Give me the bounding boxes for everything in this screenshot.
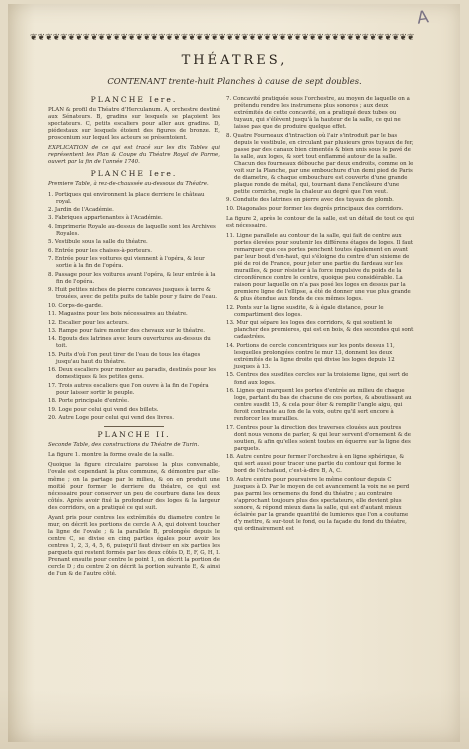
- list-item: 3. Fabriques appartenantes à l'Académie.: [48, 215, 163, 222]
- list-item: 8. Passage pour les voitures avant l'opéra, & leur entrée à la fin de l'opéra.: [48, 271, 216, 285]
- planche-1-text: PLAN & profil du Théatre d'Herculanum. A, orchestre destiné aux Sénateurs. B, gradins sur lesquels se plaçoient les spectateurs. C, petits escaliers pour aller aux gradins. D, piédestaux sur lesquels étoient des figures de bronze. E, proscenium sur lequel les acteurs se présentoient.: [48, 107, 220, 142]
- list-item: 11. Magasins pour les bois nécessaires au théatre.: [48, 311, 188, 318]
- list-item: 2. Jardin de l'Académie.: [48, 207, 114, 213]
- planche-2-paragraph: Ayant pris pour centres les extrémités du diametre contre le mur, on décrit les portions de cercle A A, qui doivent toucher la ligne de l'ovale ; & la parallele B, prolongée depuis le centre C, se divise en cinq parties égales pour avoir les centres 1, 2, 3, 4, 5, 6, puisqu'il faut diviser en six parties les parquets qui restent formés par les deux côtés D, E, F, G, H, I. Prenant ensuite pour centre le point 1, on décrit la portion de cercle D ; du centre 2 on décrit la portion suivante E, & ainsi de l'un & de l'autre côté.: [48, 514, 220, 578]
- list-item: 6. Entrée pour les chaises-à-porteurs.: [48, 247, 153, 254]
- list-item: 7. Entrée pour les voitures qui viennent à l'opéra, & leur sortie à la fin de l'opéra.: [48, 256, 205, 270]
- list-item: 4. Imprimerie Royale au-dessus de laquelle sont les Archives Royales.: [48, 223, 216, 237]
- planche-2-figure: La figure 1. montre la forme ovale de la salle.: [48, 452, 174, 459]
- list-item: 16. Deux escaliers pour monter au paradis, destinés pour les domestiques & les petites gens.: [48, 367, 217, 381]
- list-item: 19. Autre centre pour poursuivre le même contour depuis C jusques à D. Par le moyen de cet avancement la voix ne se perd pas parmi les ornemens du fond du théatre ; au contraire s'approchant toujours plus des spectateurs, elle devient plus sonore, & répond mieux dans la salle, qui est d'autant mieux éclairée par la grande quantité de lumieres que l'on a coutume d'y mettre, & sur-tout le fond, ou la façade du fond du théatre, qui ordinairement est: [226, 476, 410, 533]
- ornament-border: ❦❦❦❦❦❦❦❦❦❦❦❦❦❦❦❦❦❦❦❦❦❦❦❦❦❦❦❦❦❦❦❦❦❦❦❦❦❦❦❦❦❦❦❦❦❦❦❦❦❦❦: [30, 33, 415, 43]
- divider: [104, 426, 164, 427]
- list-item: 12. Escalier pour les acteurs.: [48, 319, 129, 326]
- list-item: 19. Loge pour celui qui vend des billets.: [48, 406, 159, 413]
- list-item: 9. Conduite des latrines en pierre avec des tuyaux de plomb.: [226, 197, 394, 204]
- list-item: 18. Porte principale d'entrée.: [48, 398, 129, 405]
- list-item: 1. Portiques qui environnent la place derriere le château royal.: [48, 191, 205, 205]
- list-item: 14. Egouts des latrines avec leurs ouvertures au-dessus du toit.: [48, 336, 211, 350]
- corner-mark: A: [416, 7, 431, 29]
- list-item: 17. Centres pour la direction des traverses clouées aux poutres dont nous venons de parler, & qui leur servent d'ornement & de soutien, & afin qu'elles soient toutes en équerre sur la ligne des parquets.: [226, 424, 411, 452]
- list-item: 13. Rampe pour faire monter des chevaux sur le théatre.: [48, 328, 205, 334]
- list-item: 17. Trois autres escaliers que l'on ouvre à la fin de l'opéra pour laisser sortir le peuple.: [48, 382, 209, 396]
- list-item: 5. Vestibule sous la salle du théatre.: [48, 239, 148, 246]
- list-item: 10. Corps-de-garde.: [48, 302, 103, 309]
- page-subtitle: CONTENANT trente-huit Planches à cause de sept doubles.: [107, 76, 362, 86]
- planche-2-heading: PLANCHE II.: [97, 430, 171, 440]
- list-item: 14. Portions de cercle concentriques sur les ponts dessus 11, lesquelles prolongées contre le mur 13, donnent les deux extrémités de la ligne droite qui divise les loges depuis 12 jusques à 13.: [226, 342, 395, 371]
- right-column: [226, 96, 414, 534]
- page-title: THÉATRES,: [181, 53, 288, 68]
- list-item: 7. Concavité pratiquée sous l'orchestre, au moyen de laquelle on a prétendu rendre les instrumens plus sonores ; aux deux extrémités de cette concavité, on a pratiqué deux tubes ou tuyaux, qui s'élèvent jusqu'à la hauteur de la salle, ce qui ne laisse pas que de produire quelque effet.: [226, 96, 410, 131]
- planche-2-paragraph: Quoique la figure circulaire paroisse la plus convenable, l'ovale est cependant la plus commune, & démontre par elle-même ; on la partage par le milieu, & on en produit une moitié pour former le derriere du théatre, ce qui est nécessaire pour conserver un peu de courbure dans les deux côtés. Après avoir fixé la profondeur des loges & la largeur des corridors, on a pratiqué ce qui suit.: [48, 462, 220, 511]
- list-item: 13. Mur qui sépare les loges des corridors, & qui soutient le plancher des premieres, qui est en bois, & des secondes qui sont cadastrées.: [226, 320, 414, 341]
- list-item: 16. Lignes qui marquent les portes d'entrée au milieu de chaque loge, partant du bas de chacune de ces portes, & aboutissant au centre susdit 15, & cela pour ôter & remplir l'angle aigu, qui feroit contraste au fon de la voix, outre qu'il sert encore à renforcer les murailles.: [226, 387, 412, 423]
- list-item: 9. Huit petites niches de pierre concaves jusques à terre & trouées, avec de petits puits de table pour y faire de l'eau.: [48, 287, 218, 301]
- explication: EXPLICATION de ce qui est tracé sur les dix Tables qui représentent les Plan & Coupe du Théatre Royal de Parme, ouvert par la fin de l'année 1740.: [48, 145, 220, 166]
- list-item: 12. Ponts sur la ligne susdite, & à égale distance, pour le compartiment des loges.: [226, 304, 384, 318]
- list-item: 15. Centres des susdites cercles sur la troisieme ligne, qui sert de fond aux loges.: [226, 372, 409, 386]
- left-item-list: [48, 192, 220, 423]
- list-item: 18. Autre centre pour fermer l'orchestre à en ligne sphérique, & qui sert aussi pour tracer une partie du contour qui forme le bord de l'échafaud, c'est-à-dire B, A, C.: [226, 454, 405, 475]
- planche-2-subtitle: Seconde Table, des constructions du Théatre de Turin.: [48, 442, 200, 449]
- figure-2-intro: La figure 2, après le contour de la salle, est un détail de tout ce qui est nécessaire.: [226, 215, 414, 229]
- table-title: Premiere Table, à rez-de-chaussée au-dessous du Théatre.: [48, 181, 209, 188]
- list-item: 20. Autre Loge pour celui qui vend des livres.: [48, 415, 174, 422]
- left-column: [48, 96, 220, 581]
- planche-i-heading: PLANCHE Iere.: [90, 169, 178, 179]
- list-item: 11. Ligne parallele au contour de la salle, qui fait de centre aux portes élevées pour soutenir les différens étages de loges. Il faut remarquer que ces portes penchent toutes également en avant par leur bout d'en-haut, qui s'éloigne du centre d'un sixieme de pié de roi de France, pour jeter une partie du fardeau sur les murailles, & pour résister à la force impulsive du poids de la circonférence contre le centre, quoique peu considérable. La raison pour laquelle on n'a pas posé les loges en dessus par la premiere ligne de l'ellipse, a été de donner une vue plus grande & plus étendue aux fonds de ces mêmes loges.: [226, 233, 414, 303]
- planche-1-heading: PLANCHE Iere.: [90, 95, 178, 104]
- list-item: 8. Quatre Fourneaux d'intraction où l'air s'introduit par le bas depuis le vestibule, en circulant par plusieurs gros tuyaux de fer, passe par des canaux bien cimentés & bien unis sous le pavé de la salle, aux loges, & sort tout enflammé autour de la salle. Chacun des fourneaux débouche par deux endroits, comme on le voit sur la Planche, par une embouchure d'un demi pied de Paris de diametre, & chaque embouchure est couverte d'une grande plaque ronde de métal, qui, tournant dans l'enclâsure d'une petite corniche, regle la chaleur au degré que l'on veut.: [226, 132, 414, 195]
- list-item: 15. Puits d'où l'on peut tirer de l'eau de tous les étages jusqu'au haut du théatre.: [48, 351, 201, 365]
- list-item: 10. Diagonales pour former les degrés principaux des corridors.: [226, 205, 404, 212]
- paper-shading: [0, 689, 469, 749]
